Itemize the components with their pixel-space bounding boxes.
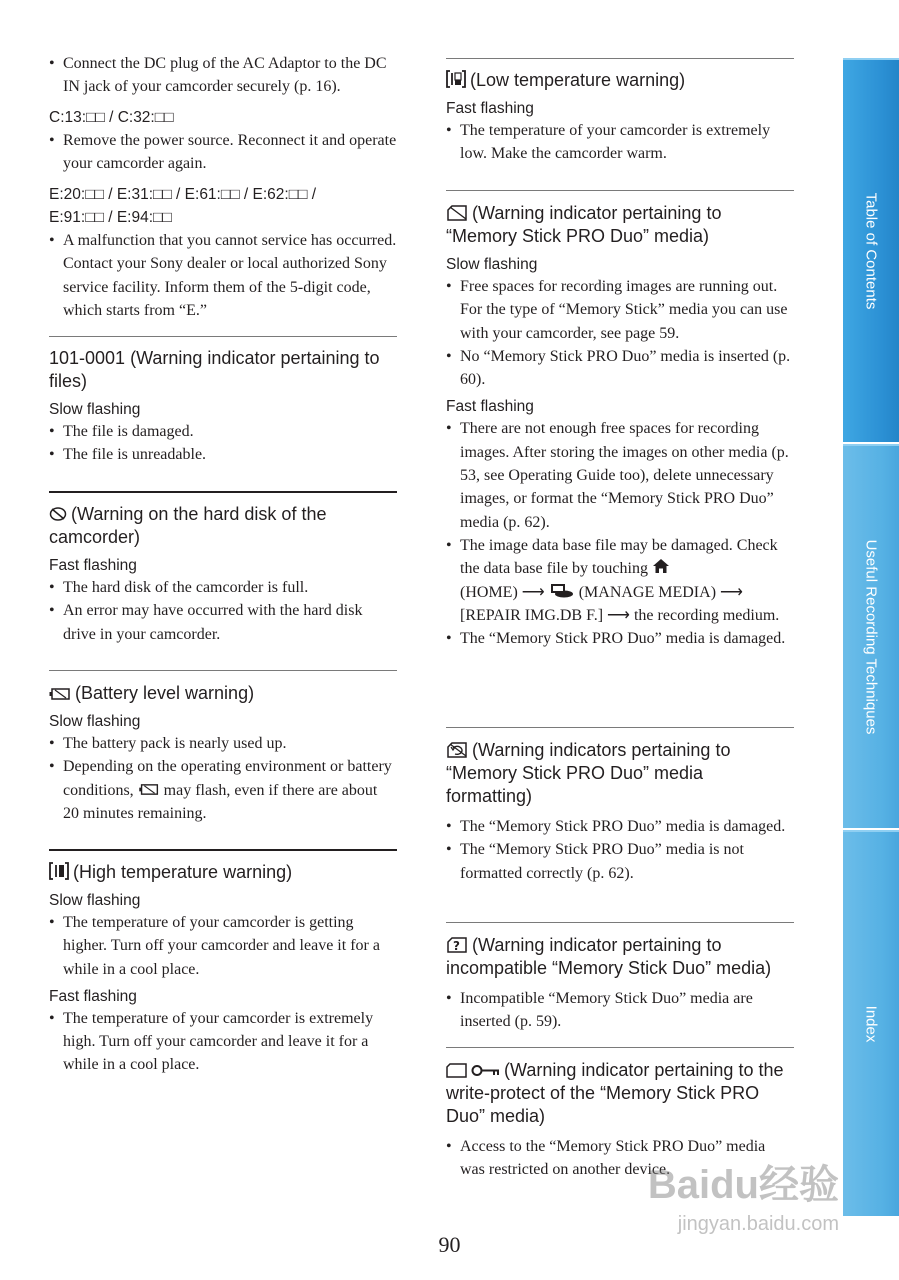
list-item: • The image data base file may be damaged. Check the data base file by touching (HOME) ⟶ (MANAGE MEDIA) ⟶ [REPAIR IMG.DB F.] ⟶ the recording medium. [446,534,794,627]
code-c-list [49,129,397,176]
hard-disk-warning-icon [49,506,67,522]
list-item: • Access to the “Memory Stick PRO Duo” media was restricted on another device. [446,1135,794,1182]
low-temperature-icon [446,70,466,88]
incompatible-media-icon [446,937,468,953]
battery-list [49,732,397,825]
manage-media-icon [549,583,575,598]
flash-label: Slow flashing [49,713,141,730]
code-e-section [49,183,397,322]
section-heading: (Warning indicator pertaining to the write-protect of the “Memory Stick PRO Duo” media) [446,1060,784,1126]
divider [446,190,794,191]
incompatible-list [446,987,794,1034]
intro-list [49,52,397,99]
section-heading: (Battery level warning) [49,682,397,705]
list-item: • Remove the power source. Reconnect it and operate your camcorder again. [49,129,397,176]
list-item: • Free spaces for recording images are running out. For the type of “Memory Stick” media you can use with your camcorder, see page 59. [446,275,794,345]
list-item: • An error may have occurred with the hard disk drive in your camcorder. [49,599,397,646]
write-protect-icon [446,1063,500,1078]
section-heading: 101-0001 (Warning indicator pertaining to files) [49,348,380,391]
memory-stick-format-section [446,739,794,885]
error-code-e-line2: E:91:□□ / E:94:□□ [49,209,172,226]
intro-section [49,52,397,99]
list-item: • The temperature of your camcorder is extremely high. Turn off your camcorder and leave it for a while in a cool place. [49,1007,397,1077]
section-heading: (Warning on the hard disk of the camcorder) [49,504,327,547]
arrow-icon: ⟶ [607,606,630,624]
battery-icon [138,783,160,796]
low-temp-list [446,119,794,166]
high-temperature-section [49,861,397,1077]
svg-text:?: ? [453,939,460,953]
high-temp-fast-list [49,1007,397,1077]
divider [446,1047,794,1048]
list-item: • The temperature of your camcorder is getting higher. Turn off your camcorder and leave it for a while in a cool place. [49,911,397,981]
list-item: • The “Memory Stick PRO Duo” media is not formatted correctly (p. 62). [446,838,794,885]
watermark-logo: Baidu经验 [647,1163,839,1207]
divider [49,491,397,493]
ms-slow-list [446,275,794,391]
flash-label: Slow flashing [446,256,538,273]
list-item: • The hard disk of the camcorder is full. [49,576,397,599]
arrow-icon: ⟶ [720,583,743,601]
tab-useful-recording-techniques[interactable]: Useful Recording Techniques [843,444,899,828]
list-item: • Depending on the operating environment or battery conditions, may flash, even if there are about 20 minutes remaining. [49,755,397,825]
divider [446,58,794,59]
high-temperature-icon [49,862,69,880]
list-item: • The file is unreadable. [49,443,397,466]
home-icon [652,558,670,574]
files-list [49,420,397,467]
list-item: • No “Memory Stick PRO Duo” media is inserted (p. 60). [446,345,794,392]
ms-fast-list [446,417,794,650]
memory-stick-warning-section [446,202,794,650]
battery-icon [49,687,71,701]
page-number: 90 [438,1232,461,1257]
list-item: • The “Memory Stick PRO Duo” media is damaged. [446,815,794,838]
code-e-list [49,229,397,322]
error-code-e-line1: E:20:□□ / E:31:□□ / E:61:□□ / E:62:□□ / [49,186,317,203]
watermark-url: jingyan.baidu.com [677,1213,839,1235]
memory-stick-format-icon [446,742,468,758]
divider [446,727,794,728]
battery-warning-section [49,682,397,825]
flash-label: Fast flashing [49,987,137,1005]
list-item: • A malfunction that you cannot service has occurred. Contact your Sony dealer or local authorized Sony service facility. Inform them of the 5-digit code, which starts from “E.” [49,229,397,322]
tab-index[interactable]: Index [843,830,899,1216]
error-code-c: C:13:□□ / C:32:□□ [49,109,174,126]
flash-label: Fast flashing [49,557,137,574]
section-heading: (High temperature warning) [49,861,397,884]
section-heading: (Warning indicators pertaining to “Memory Stick PRO Duo” media formatting) [446,740,731,806]
hard-disk-warning-section [49,503,397,646]
flash-label: Fast flashing [446,100,534,117]
list-item: • The file is damaged. [49,420,397,443]
list-item: • The battery pack is nearly used up. [49,732,397,755]
list-item: • The temperature of your camcorder is extremely low. Make the camcorder warm. [446,119,794,166]
memory-stick-warning-icon [446,205,468,221]
divider [49,670,397,671]
list-item: • Incompatible “Memory Stick Duo” media are inserted (p. 59). [446,987,794,1034]
list-item: • There are not enough free spaces for recording images. After storing the images on other media (p. 53, see Operating Guide too), delete unnecessary images, or format the “Memory Stick PRO Duo” media (p. 62). [446,417,794,533]
list-item: • Connect the DC plug of the AC Adaptor to the DC IN jack of your camcorder securely (p. 16). [49,52,397,99]
tab-table-of-contents[interactable]: Table of Contents [843,58,899,442]
divider [49,336,397,337]
arrow-icon: ⟶ [521,583,545,601]
low-temperature-section [446,69,794,166]
high-temp-slow-list [49,911,397,981]
section-heading: (Low temperature warning) [446,69,794,92]
code-c-section [49,106,397,176]
divider [446,922,794,923]
section-heading: (Warning indicator pertaining to “Memory Stick PRO Duo” media) [446,203,722,246]
format-list [446,815,794,885]
incompatible-media-section [446,934,794,1034]
files-warning-section [49,347,397,467]
flash-label: Fast flashing [446,398,534,416]
flash-label: Slow flashing [49,401,141,418]
hdd-list [49,576,397,646]
list-item: • The “Memory Stick PRO Duo” media is damaged. [446,627,794,650]
divider [49,849,397,851]
flash-label: Slow flashing [49,892,141,909]
section-heading: ? (Warning indicator pertaining to incompatible “Memory Stick Duo” media) [446,935,772,978]
